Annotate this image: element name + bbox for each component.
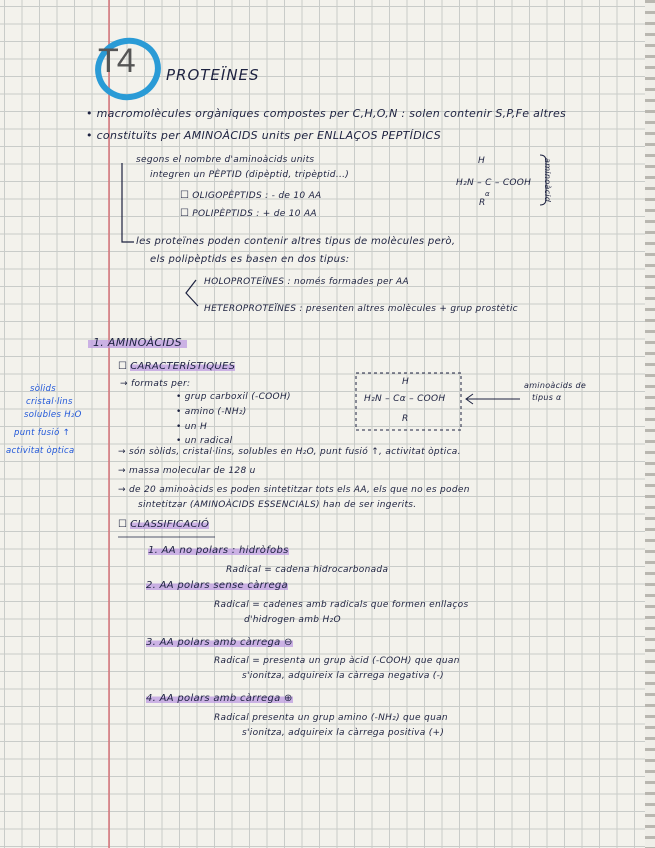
intro-line-2: • constituïts per AMINOÀCIDS units per ENLLAÇOS PEPTÍDICS xyxy=(86,129,441,142)
solubility-line: → són sòlids, cristal·lins, solubles en H₂O, punt fusió ↑, activitat òptica. xyxy=(118,447,461,457)
bullet-amino: • amino (-NH₂) xyxy=(176,407,247,417)
class-1-desc: Radical = cadena hidrocarbonada xyxy=(226,565,389,575)
class-3-desc-1: Radical = presenta un grup àcid (-COOH) que quan xyxy=(214,656,460,666)
bullet-h: • un H xyxy=(176,422,208,432)
classif-heading: ☐ CLASSIFICACIÓ xyxy=(118,519,210,530)
intro-line-1: • macromolècules orgàniques compostes per C,H,O,N : solen contenir S,P,Fe altres xyxy=(86,107,567,120)
section-heading-aminoacids: 1. AMINOÀCIDS xyxy=(88,336,187,349)
formula-main: H₂N – C – COOH xyxy=(456,178,532,188)
arrow-to-box xyxy=(466,394,520,404)
formula-r: R xyxy=(479,198,486,208)
checkbox-icon: ☐ xyxy=(118,519,128,530)
topic-number: T4 xyxy=(98,42,134,80)
box-note-1: aminoàcids de xyxy=(524,381,587,390)
side-note-1: sòlids xyxy=(30,384,56,394)
caract-heading: ☐ CARACTERÍSTIQUES xyxy=(118,361,236,372)
arrow-line-2: els polipèptids es basen en dos tipus: xyxy=(150,254,350,265)
formats-per: → formats per: xyxy=(120,379,191,389)
page-title: PROTEÏNES xyxy=(166,66,260,84)
box-note-2: tipus α xyxy=(532,393,562,402)
side-note-2: cristal·lins xyxy=(26,397,73,407)
formula-alpha: α xyxy=(485,190,490,198)
angle-protein-types xyxy=(186,280,198,306)
checkbox-icon: ☐ xyxy=(180,208,190,219)
class-4: 4. AA polars amb càrrega ⊕ xyxy=(146,693,293,704)
holoproteins: HOLOPROTEÏNES : només formades per AA xyxy=(204,277,409,287)
essential-line-2: sintetitzar (AMINOÀCIDS ESSENCIALS) han de ser ingerits. xyxy=(138,500,417,510)
bracket-peptide xyxy=(122,163,134,242)
formula-h: H xyxy=(478,156,486,166)
side-note-3: solubles H₂O xyxy=(24,410,82,420)
mass-line: → massa molecular de 128 u xyxy=(118,466,256,476)
class-4-desc-1: Radical presenta un grup amino (-NH₂) que quan xyxy=(214,713,448,723)
class-3-desc-2: s'ionitza, adquireix la càrrega negativa (-) xyxy=(242,671,444,681)
bullet-carboxil: • grup carboxil (-COOH) xyxy=(176,392,291,402)
class-1: 1. AA no polars : hidròfobs xyxy=(148,545,289,556)
box-r: R xyxy=(402,414,409,424)
bullet-radical: • un radical xyxy=(176,436,233,446)
side-note-5: activitat òptica xyxy=(6,446,75,456)
checkbox-icon: ☐ xyxy=(180,190,190,201)
class-2: 2. AA polars sense càrrega xyxy=(146,580,288,591)
box-h: H xyxy=(402,377,410,387)
arrow-line-1: les proteïnes poden contenir altres tipus de molècules però, xyxy=(136,236,456,247)
class-4-desc-2: s'ionitza, adquireix la càrrega positiva (+) xyxy=(242,728,445,738)
oligopeptides: ☐ OLIGOPÈPTIDS : - de 10 AA xyxy=(180,190,322,201)
intro-sub-1b: integren un PÈPTID (dipèptid, tripèptid...) xyxy=(150,170,350,180)
checkbox-icon: ☐ xyxy=(118,361,128,372)
intro-sub-1: segons el nombre d'aminoàcids units xyxy=(136,155,315,165)
formula-note: aminoàcid xyxy=(543,158,552,203)
class-2-desc-1: Radical = cadenes amb radicals que formen enllaços xyxy=(214,600,469,610)
polipeptides: ☐ POLIPÈPTIDS : + de 10 AA xyxy=(180,208,317,219)
side-note-4: punt fusió ↑ xyxy=(14,428,70,438)
class-3: 3. AA polars amb càrrega ⊖ xyxy=(146,637,293,648)
essential-line-1: → de 20 aminoàcids es poden sintetitzar tots els AA, els que no es poden xyxy=(118,485,470,495)
class-2-desc-2: d'hidrogen amb H₂O xyxy=(244,615,341,625)
box-formula: H₂N – Cα – COOH xyxy=(364,394,446,404)
heteroproteins: HETEROPROTEÏNES : presenten altres molècules + grup prostètic xyxy=(204,304,518,314)
